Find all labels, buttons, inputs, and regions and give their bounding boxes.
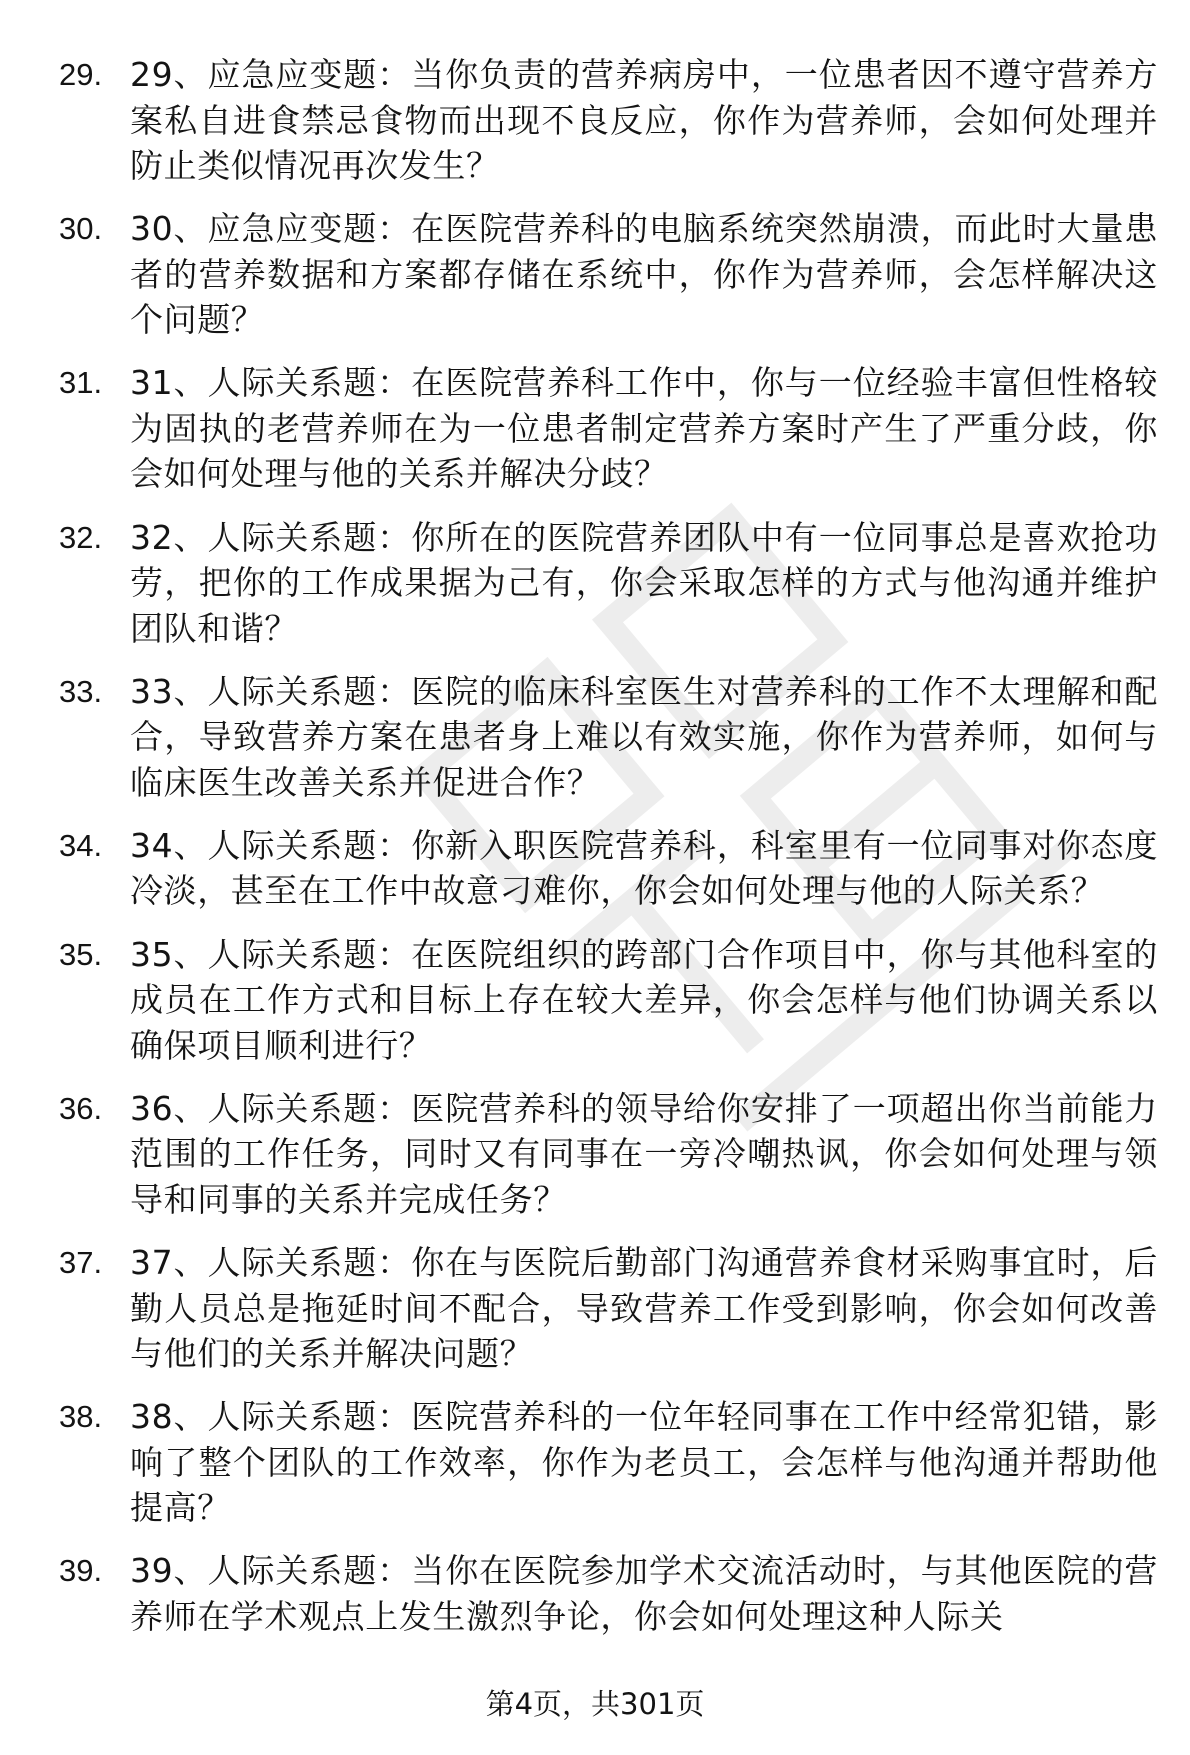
list-item [0, 669, 1158, 806]
question-number: 36. [59, 1090, 103, 1126]
question-text: 30、应急应变题：在医院营养科的电脑系统突然崩溃，而此时大量患者的营养数据和方案都存储在系统中，你作为营养师，会怎样解决这个问题？ [130, 209, 1158, 340]
page-content [0, 52, 1190, 1657]
question-number: 39. [59, 1553, 103, 1589]
question-number: 37. [59, 1245, 103, 1280]
question-text: 29、应急应变题：当你负责的营养病房中，一位患者因不遵守营养方案私自进食禁忌食物而出现不良反应，你作为营养师，会如何处理并防止类似情况再次发生？ [130, 55, 1158, 185]
question-number: 29. [59, 57, 103, 92]
question-number: 38. [59, 1399, 103, 1435]
question-list [0, 52, 1190, 1639]
question-number: 35. [59, 936, 103, 972]
question-text: 33、人际关系题：医院的临床科室医生对营养科的工作不太理解和配合，导致营养方案在患者身上难以有效实施，你作为营养师，如何与临床医生改善关系并促进合作？ [130, 671, 1158, 802]
question-text: 39、人际关系题：当你在医院参加学术交流活动时，与其他医院的营养师在学术观点上发生激烈争论，你会如何处理这种人际关 [130, 1551, 1158, 1636]
question-number: 34. [59, 827, 103, 863]
list-item [0, 1548, 1158, 1639]
question-number: 30. [59, 211, 103, 247]
question-text: 36、人际关系题：医院营养科的领导给你安排了一项超出你当前能力范围的工作任务，同时又有同事在一旁冷嘲热讽，你会如何处理与领导和同事的关系并完成任务？ [130, 1088, 1158, 1219]
list-item [0, 515, 1158, 652]
page-number-label: 第4页，共301页 [485, 1687, 705, 1721]
question-text: 38、人际关系题：医院营养科的一位年轻同事在工作中经常犯错，影响了整个团队的工作效率，你作为老员工，会怎样与他沟通并帮助他提高？ [130, 1397, 1158, 1528]
list-item [0, 823, 1158, 914]
page-footer [0, 1684, 1190, 1724]
question-number: 31. [59, 365, 103, 401]
list-item [0, 1240, 1158, 1377]
list-item [0, 1086, 1158, 1223]
question-text: 32、人际关系题：你所在的医院营养团队中有一位同事总是喜欢抢功劳，把你的工作成果据为己有，你会采取怎样的方式与他沟通并维护团队和谐？ [130, 517, 1158, 648]
list-item [0, 932, 1158, 1069]
list-item [0, 360, 1158, 497]
list-item [0, 206, 1158, 343]
question-number: 33. [59, 673, 103, 709]
list-item [0, 52, 1158, 189]
question-text: 34、人际关系题：你新入职医院营养科，科室里有一位同事对你态度冷淡，甚至在工作中故意刁难你，你会如何处理与他的人际关系？ [130, 825, 1158, 911]
list-item [0, 1394, 1158, 1531]
question-number: 32. [59, 519, 103, 555]
question-text: 35、人际关系题：在医院组织的跨部门合作项目中，你与其他科室的成员在工作方式和目标上存在较大差异，你会怎样与他们协调关系以确保项目顺利进行？ [130, 934, 1158, 1065]
question-text: 31、人际关系题：在医院营养科工作中，你与一位经验丰富但性格较为固执的老营养师在为一位患者制定营养方案时产生了严重分歧，你会如何处理与他的关系并解决分歧？ [130, 363, 1158, 494]
question-text: 37、人际关系题：你在与医院后勤部门沟通营养食材采购事宜时，后勤人员总是拖延时间不配合，导致营养工作受到影响，你会如何改善与他们的关系并解决问题？ [130, 1243, 1158, 1373]
